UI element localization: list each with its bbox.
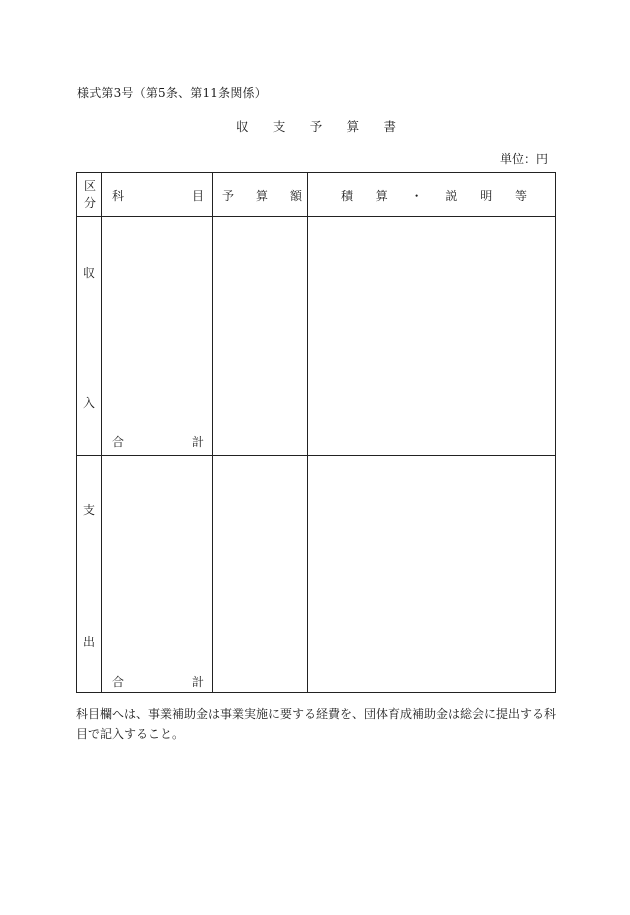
header-sekisan-char: 積 (341, 189, 354, 203)
header-kubun (83, 178, 97, 212)
column-divider (212, 173, 213, 692)
column-divider (101, 173, 102, 692)
header-sekisan-char: 等 (514, 189, 527, 203)
budget-table (76, 172, 556, 693)
header-yosangaku-char: 予 (222, 189, 235, 203)
header-kamoku-char: 科 (112, 189, 125, 203)
expense-label-top: 支 (83, 503, 96, 517)
income-label-top: 収 (83, 266, 96, 280)
header-kubun-char: 区 (83, 179, 96, 193)
header-sekisan (341, 187, 527, 204)
expense-total-char: 計 (191, 675, 204, 689)
income-label-bottom: 入 (83, 396, 96, 410)
expense-total (112, 673, 204, 690)
header-divider (77, 216, 555, 217)
header-kamoku-char: 目 (191, 189, 204, 203)
form-number: 様式第3号（第5条、第11条関係） (77, 86, 267, 100)
expense-total-char: 合 (112, 675, 125, 689)
header-yosangaku-char: 額 (289, 189, 302, 203)
title-char: 支 (272, 119, 286, 134)
unit-label: 単位：円 (499, 152, 548, 166)
header-yosangaku (222, 187, 302, 204)
header-sekisan-char: 説 (445, 189, 458, 203)
income-total-char: 合 (112, 435, 125, 449)
income-total-char: 計 (191, 435, 204, 449)
title-char: 収 (236, 119, 249, 134)
header-kubun-char: 分 (83, 196, 96, 210)
header-sekisan-char: ・ (410, 189, 423, 203)
column-divider (307, 173, 308, 692)
income-total (112, 433, 204, 450)
title-char: 書 (383, 119, 396, 134)
document-title (236, 117, 396, 135)
expense-label-bottom: 出 (83, 635, 96, 649)
header-yosangaku-char: 算 (255, 189, 268, 203)
header-kamoku (112, 187, 204, 204)
instruction-note: 科目欄へは、事業補助金は事業実施に要する経費を、団体育成補助金は総会に提出する科目で記入すること。 (76, 707, 557, 741)
header-sekisan-char: 明 (480, 189, 493, 203)
title-char: 算 (346, 119, 360, 134)
header-sekisan-char: 算 (375, 189, 388, 203)
section-divider (77, 455, 555, 456)
title-char: 予 (309, 119, 323, 134)
